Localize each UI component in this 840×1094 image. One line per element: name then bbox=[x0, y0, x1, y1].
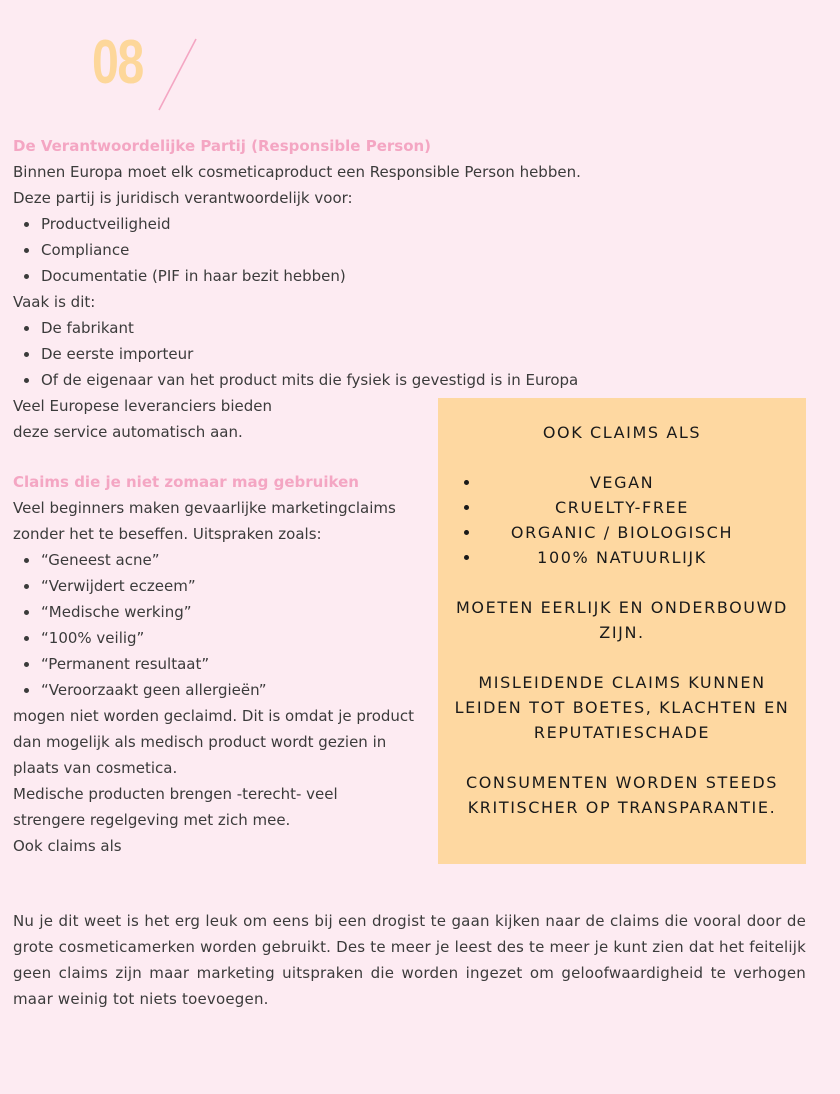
paragraph-line: Vaak is dit: bbox=[13, 293, 96, 311]
callout-paragraph: MOETEN EERLIJK EN ONDERBOUWD ZIJN. bbox=[456, 598, 788, 642]
callout-title: OOK CLAIMS ALS bbox=[542, 423, 702, 442]
section-heading-responsible-person: De Verantwoordelijke Partij (Responsible Person) bbox=[13, 137, 432, 155]
section-heading-claims: Claims die je niet zomaar mag gebruiken bbox=[13, 473, 359, 491]
parties-list bbox=[13, 315, 633, 393]
paragraph-line: zonder het te beseffen. Uitspraken zoals: bbox=[13, 525, 322, 543]
callout-paragraph: CONSUMENTEN WORDEN STEEDS KRITISCHER OP TRANSPARANTIE. bbox=[465, 773, 779, 817]
page-number: 08 bbox=[92, 28, 143, 97]
list-item: “Permanent resultaat” bbox=[13, 651, 633, 677]
paragraph-line: strengere regelgeving met zich mee. bbox=[13, 811, 291, 829]
callout-paragraph: MISLEIDENDE CLAIMS KUNNEN LEIDEN TOT BOETES, KLACHTEN EN REPUTATIESCHADE bbox=[454, 673, 790, 742]
paragraph-line: dan mogelijk als medisch product wordt gezien in bbox=[13, 733, 387, 751]
list-item: De fabrikant bbox=[13, 315, 633, 341]
paragraph-line: Ook claims als bbox=[13, 837, 122, 855]
list-item: “Verwijdert eczeem” bbox=[13, 573, 633, 599]
list-item: “100% veilig” bbox=[13, 625, 633, 651]
decorative-slash bbox=[156, 38, 200, 112]
list-item: VEGAN bbox=[452, 470, 792, 495]
list-item: CRUELTY-FREE bbox=[452, 495, 792, 520]
list-item: Of de eigenaar van het product mits die fysiek is gevestigd is in Europa bbox=[13, 367, 633, 393]
paragraph-line: Binnen Europa moet elk cosmeticaproduct een Responsible Person hebben. bbox=[13, 163, 581, 181]
list-item: Documentatie (PIF in haar bezit hebben) bbox=[13, 263, 633, 289]
paragraph-line: Veel Europese leveranciers bieden bbox=[13, 397, 272, 415]
duties-list bbox=[13, 211, 633, 289]
paragraph-line: deze service automatisch aan. bbox=[13, 423, 243, 441]
callout-claims-list bbox=[452, 470, 792, 570]
paragraph-line: plaats van cosmetica. bbox=[13, 759, 178, 777]
list-item: Productveiligheid bbox=[13, 211, 633, 237]
paragraph-line: Veel beginners maken gevaarlijke marketingclaims bbox=[13, 499, 396, 517]
claims-callout-box bbox=[438, 398, 806, 864]
list-item: De eerste importeur bbox=[13, 341, 633, 367]
paragraph-line: mogen niet worden geclaimd. Dit is omdat je product bbox=[13, 707, 415, 725]
list-item: ORGANIC / BIOLOGISCH bbox=[452, 520, 792, 545]
paragraph-line: Medische producten brengen -terecht- veel bbox=[13, 785, 338, 803]
list-item: 100% NATUURLIJK bbox=[452, 545, 792, 570]
closing-paragraph: Nu je dit weet is het erg leuk om eens bij een drogist te gaan kijken naar de claims die vooral door de grote cosmeticamerken worden gebruikt. Des te meer je leest des te meer je kunt zien dat het feitelijk geen claims zijn maar marketing uitspraken die worden ingezet om geloofwaardigheid te verhogen maar weinig tot niets toevoegen. bbox=[13, 912, 806, 1008]
list-item: “Geneest acne” bbox=[13, 547, 633, 573]
list-item: Compliance bbox=[13, 237, 633, 263]
list-item: “Veroorzaakt geen allergieën” bbox=[13, 677, 633, 703]
list-item: “Medische werking” bbox=[13, 599, 633, 625]
paragraph-line: Deze partij is juridisch verantwoordelijk voor: bbox=[13, 189, 353, 207]
